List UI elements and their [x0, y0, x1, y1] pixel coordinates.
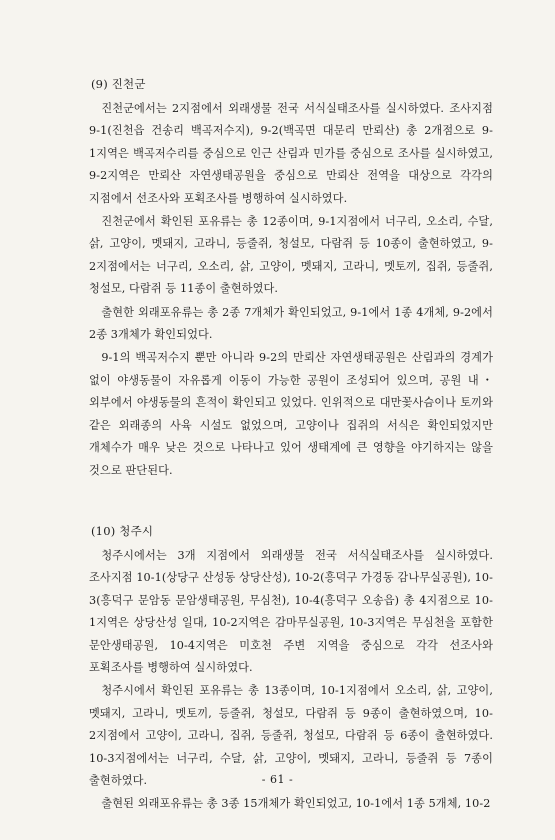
paragraph: 출현한 외래포유류는 총 2종 7개체가 확인되었고, 9-1에서 1종 4개체, 9-2에서 2종 3개체가 확인되었다.: [89, 305, 493, 342]
section-heading: (10) 청주시: [91, 523, 154, 538]
paragraph: 9-1의 백곡저수지 뿐만 아니라 9-2의 만뢰산 자연생태공원은 산림과의 경계가 없이 야생동물이 자유롭게 이동이 가능한 공원이 조성되어 있으며, 공원 내・외부에서 야생동물의 흔적이 확인되고 있었다. 인위적으로 대만꽃사슴이나 토끼와 같은 외래종의 사육 시설도 없었으며, 고양이나 집쥐의 서식은 확인되었지만 개체수가 매우 낮은 것으로 나타나고 있어 생태계에 큰 영향을 야기하지는 않을 것으로 판단된다.: [89, 351, 493, 477]
paragraph: 청주시에서는 3개 지점에서 외래생물 전국 서식실태조사를 실시하였다. 조사지점 10-1(상당구 산성동 상당산성), 10-2(흥덕구 가경동 감나무실공원), 10-3(흥덕구 문암동 문암생태공원, 무심천), 10-4(흥덕구 오송읍) 총 4지점으로 10-1지역은 상당산성 일대, 10-2지역은 감마무실공원, 10-3지역은 무심천을 포함한 문안생태공원, 10-4지역은 미호천 주변 지역을 중심으로 각각 선조사와 포획조사를 병행하여 실시하였다.: [89, 548, 493, 674]
page-body: [89, 76, 493, 817]
page-number: - 61 -: [261, 773, 294, 786]
section-jincheon: [89, 76, 493, 482]
paragraph: 출현된 외래포유류는 총 3종 15개체가 확인되었고, 10-1에서 1종 5개체, 10-2: [101, 797, 491, 811]
section-cheongju: [89, 523, 493, 816]
section-heading: (9) 진천군: [91, 77, 146, 91]
paragraph: 진천군에서는 2지점에서 외래생물 전국 서식실태조사를 실시하였다. 조사지점 9-1(진천읍 건송리 백곡저수지), 9-2(백곡면 대문리 만뢰산) 총 2개점으로 9-1지역은 백곡저수리를 중심으로 인근 산림과 민가를 중심으로 조사를 실시하였고, 9-2지역은 만뢰산 자연생태공원을 중심으로 만뢰산 전역을 대상으로 각각의 지점에서 선조사와 포획조사를 병행하여 실시하였다.: [89, 102, 493, 205]
paragraph: 청주시에서 확인된 포유류는 총 13종이며, 10-1지점에서 오소리, 삵, 고양이, 멧돼지, 고라니, 멧토끼, 등줄쥐, 청설모, 다람쥐 등 9종이 출현하였으며, 10-2지점에서 고양이, 고라니, 집쥐, 등줄쥐, 청설모, 다람쥐 등 6종이 출현하였다. 10-3지점에서는 너구리, 수달, 삵, 고양이, 멧돼지, 고라니, 등줄쥐 등 7종이 출현하였다.: [89, 684, 493, 787]
paragraph: 진천군에서 확인된 포유류는 총 12종이며, 9-1지점에서 너구리, 오소리, 수달, 삵, 고양이, 멧돼지, 고라니, 등줄쥐, 청설모, 다람쥐 등 10종이 출현하였고, 9-2지점에서는 너구리, 오소리, 삵, 고양이, 멧돼지, 고라니, 멧토끼, 집쥐, 등줄쥐, 청설모, 다람쥐 등 11종이 출현하였다.: [89, 215, 493, 296]
section-spacer: [89, 483, 493, 523]
